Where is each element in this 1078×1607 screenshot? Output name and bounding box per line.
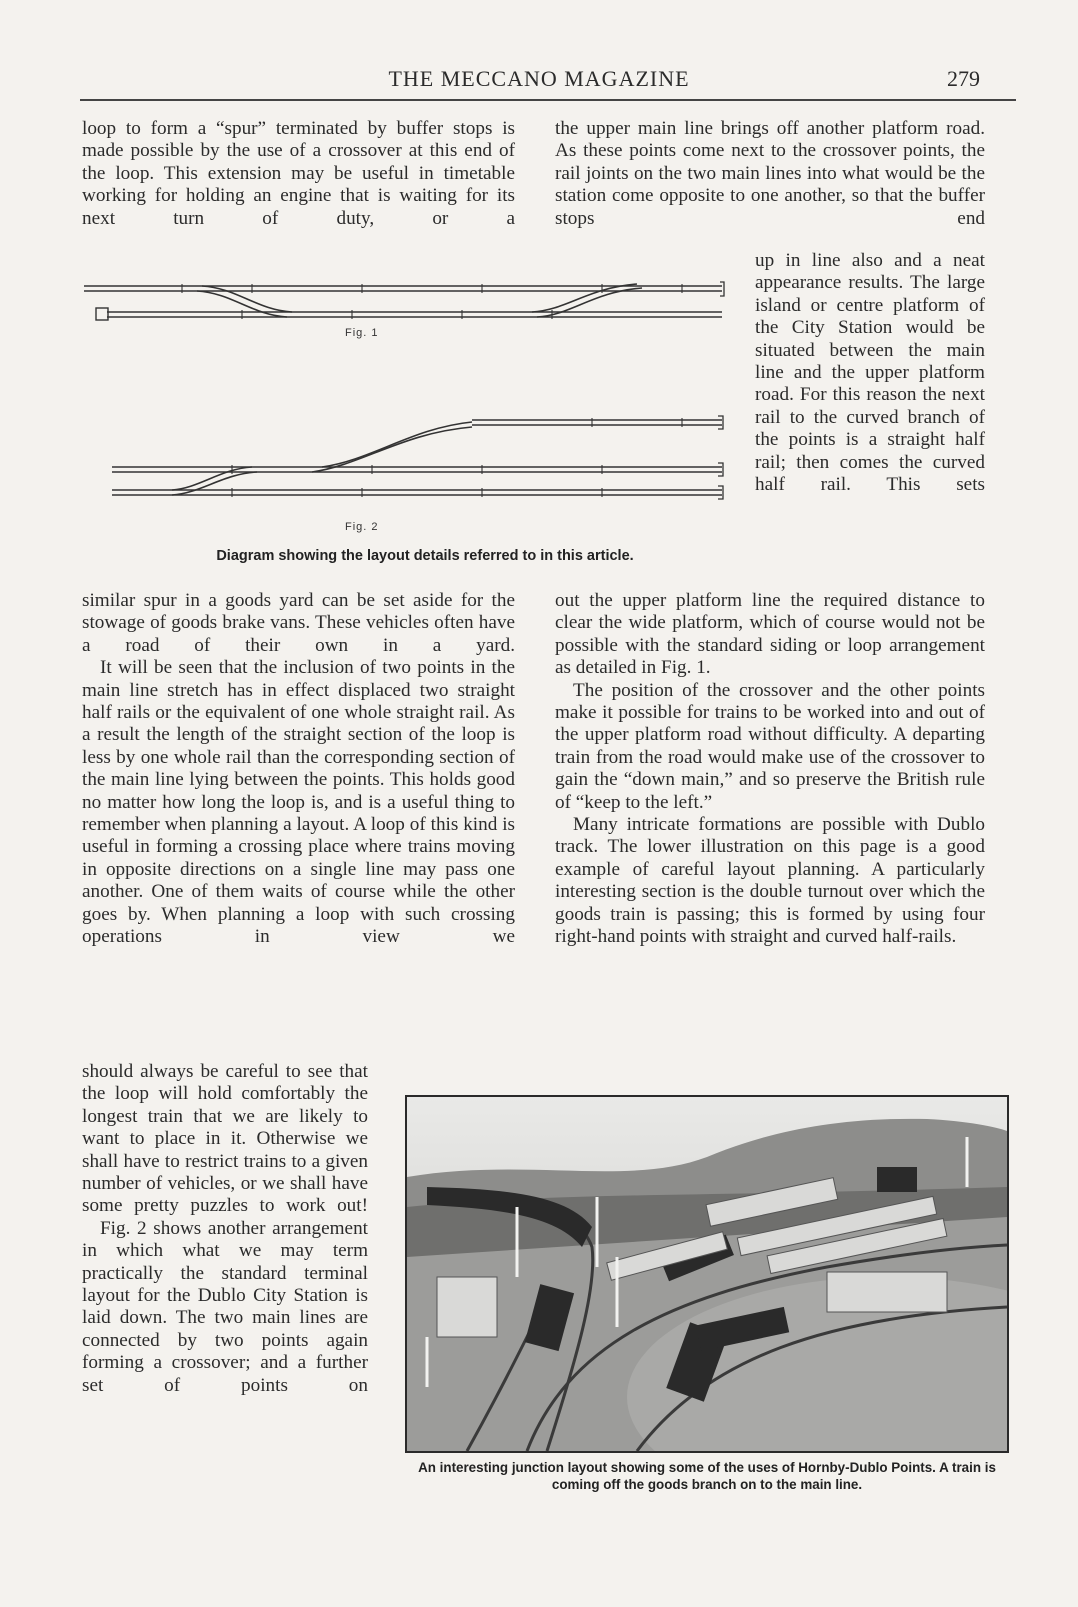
junction-layout-photo (405, 1095, 1009, 1453)
left-column-top (82, 118, 515, 230)
page-number: 279 (947, 66, 980, 91)
fig1-label: Fig. 1 (345, 327, 379, 339)
paragraph: up in line also and a neat appearance results. The large island or centre platform of the City Station would be situated between the main line and the upper platform road. For this reason the next rail to the curved branch of the points is a straight half rail; then comes the curved half rail. This sets (755, 250, 985, 496)
fig1-track (84, 282, 724, 320)
paragraph: Many intricate formations are possible with Dublo track. The lower illustration on this page is a good example of careful layout planning. A particularly interesting section is the double turnout over which the goods train is passing; this is formed by using four right-hand points with straight and curved half-rails. (555, 814, 985, 948)
photo-illustration (407, 1097, 1007, 1451)
left-column-middle (82, 590, 515, 949)
track-diagram (82, 270, 742, 540)
right-column-narrow (755, 250, 985, 496)
photo-caption: An interesting junction layout showing some of the uses of Hornby-Dublo Points. A train is coming off the goods branch on to the main line. (418, 1460, 996, 1492)
paragraph: the upper main line brings off another platform road. As these points come next to the crossover points, the rail joints on the two main lines into what would be the station come opposite to one another, so that the buffer stops end (555, 118, 985, 229)
right-column-top (555, 118, 985, 230)
fig2-track (112, 416, 723, 499)
paragraph: It will be seen that the inclusion of two points in the main line stretch has in effect displaced two straight half rails or the equivalent of one whole straight rail. As a result the length of the straight section of the loop is less by one whole rail than the corresponding section of the main line lying between the points. This holds good no matter how long the loop is, and is a useful thing to remember when planning a layout. A loop of this kind is useful in forming a crossing place where trains moving in opposite directions on a single line may pass one another. One of them waits of course while the other goes by. When planning a loop with such crossing operations in view we (82, 657, 515, 948)
header-rule (80, 99, 1016, 101)
paragraph: Fig. 2 shows another arrangement in which what we may term practically the standard terminal layout for the Dublo City Station is laid down. The two main lines are connected by two points again forming a crossover; and a further set of points on (82, 1217, 368, 1396)
right-column-middle (555, 590, 985, 949)
paragraph: should always be careful to see that the loop will hold comfortably the longest train that we are likely to want to place in it. Otherwise we shall have to restrict trains to a given number of vehicles, or we shall have some pretty puzzles to work out! (82, 1061, 368, 1217)
paragraph: loop to form a “spur” terminated by buffer stops is made possible by the use of a crossover at this end of the loop. This extension may be useful in timetable working for holding an engine that is waiting for its next turn of duty, or a (82, 118, 515, 229)
left-column-narrow (82, 1061, 368, 1397)
paragraph: The position of the crossover and the other points make it possible for trains to be worked into and out of the upper platform road without difficulty. A departing train from the road would make use of the crossover to gain the “down main,” and so preserve the British rule of “keep to the left.” (555, 679, 985, 813)
fig2-label: Fig. 2 (345, 521, 379, 533)
paragraph: out the upper platform line the required distance to clear the wide platform, which of course would not be possible with the standard siding or loop arrangement as detailed in Fig. 1. (555, 590, 985, 679)
paragraph: similar spur in a goods yard can be set aside for the stowage of goods brake vans. These vehicles often have a road of their own in a yard. (82, 590, 515, 656)
magazine-title: THE MECCANO MAGAZINE (388, 66, 690, 91)
diagram-caption: Diagram showing the layout details referred to in this article. (216, 548, 634, 564)
